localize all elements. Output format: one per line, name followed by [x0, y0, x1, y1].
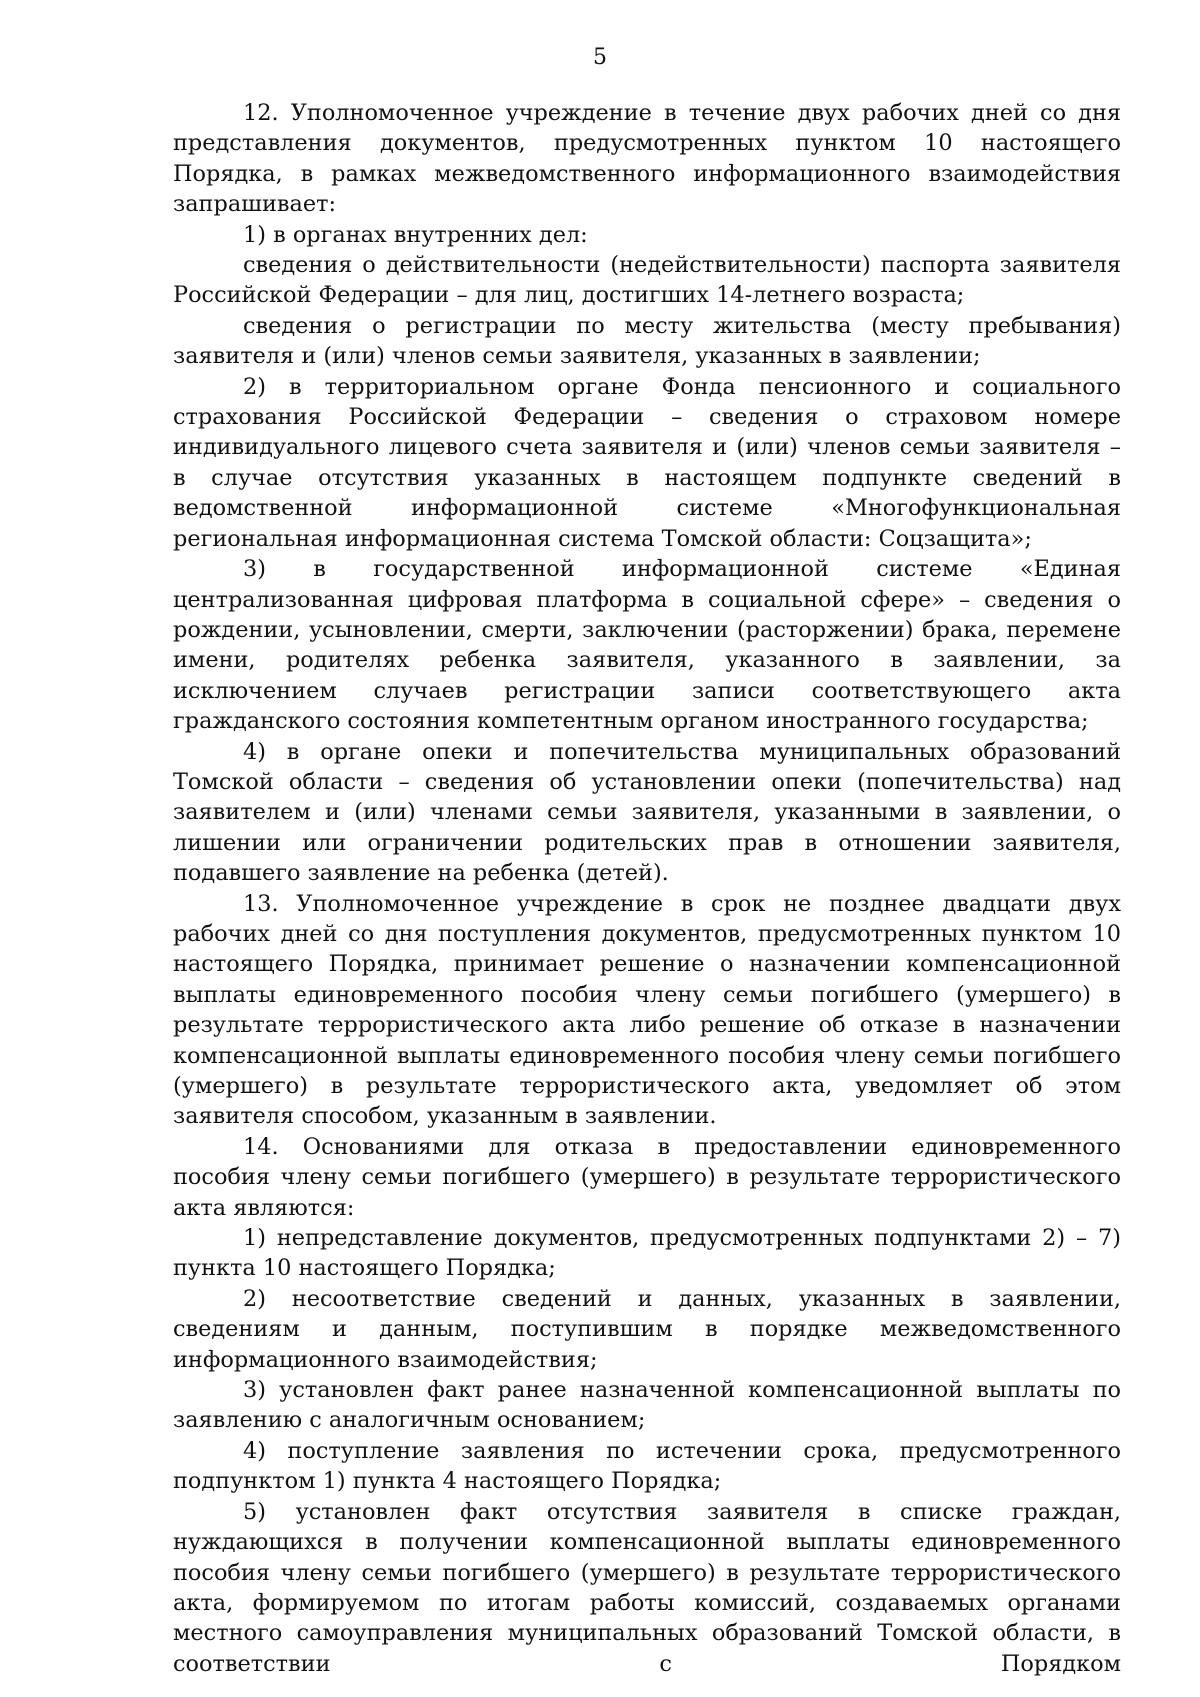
- paragraph-14-intro: 14. Основаниями для отказа в предоставлении единовременного пособия члену семьи погибшего (умершего) в результате террористического акта являются:: [173, 1133, 1121, 1221]
- paragraph-12-item-4: 4) в органе опеки и попечительства муниципальных образований Томской области – сведения об установлении опеки (попечительства) над заявителем и (или) членами семьи заявителя, указанными в заявлении, о лишении или ограничении родительских прав в отношении заявителя, подавшего заявление на ребенка (детей).: [173, 738, 1121, 887]
- page-number: 5: [593, 45, 607, 70]
- paragraph-14-item-4: 4) поступление заявления по истечении срока, предусмотренного подпунктом 1) пункта 4 настоящего Порядка;: [173, 1437, 1121, 1495]
- paragraph-14-item-1: 1) непредставление документов, предусмотренных подпунктами 2) – 7) пункта 10 настоящего Порядка;: [173, 1225, 1121, 1282]
- paragraph-14-item-3: 3) установлен факт ранее назначенной компенсационной выплаты по заявлению с аналогичным основанием;: [173, 1377, 1121, 1434]
- paragraph-14-item-5: 5) установлен факт отсутствия заявителя в списке граждан, нуждающихся в получении компенсационной выплаты единовременного пособия члену семьи погибшего (умершего) в результате террористического акта, формируемом по итогам работы комиссий, создаваемых органами местного самоуправления муниципальных образований Томской области, в соответствии с Порядком: [173, 1498, 1121, 1677]
- paragraph-12-item-1-registration: сведения о регистрации по месту жительства (месту пребывания) заявителя и (или) членов семьи заявителя, указанных в заявлении;: [173, 312, 1121, 370]
- document-body: [173, 98, 1121, 1679]
- paragraph-12-item-3: 3) в государственной информационной системе «Единая централизованная цифровая платформа в социальной сфере» – сведения о рождении, усыновлении, смерти, заключении (расторжении) брака, перемене имени, родителях ребенка заявителя, указанного в заявлении, за исключением случаев регистрации записи соответствующего акта гражданского состояния компетентным органом иностранного государства;: [173, 556, 1121, 735]
- paragraph-12-intro: 12. Уполномоченное учреждение в течение двух рабочих дней со дня представления документов, предусмотренных пунктом 10 настоящего Порядка, в рамках межведомственного информационного взаимодействия запрашивает:: [173, 100, 1121, 218]
- paragraph-14-item-2: 2) несоответствие сведений и данных, указанных в заявлении, сведениям и данным, поступившим в порядке межведомственного информационного взаимодействия;: [173, 1285, 1121, 1373]
- paragraph-12-item-2: 2) в территориальном органе Фонда пенсионного и социального страхования Российской Федерации – сведения о страховом номере индивидуального лицевого счета заявителя и (или) членов семьи заявителя – в случае отсутствия указанных в настоящем подпункте сведений в ведомственной информационной системе «Многофункциональная региональная информационная система Томской области: Соцзащита»;: [173, 373, 1121, 552]
- paragraph-13: 13. Уполномоченное учреждение в срок не позднее двадцати двух рабочих дней со дня поступления документов, предусмотренных пунктом 10 настоящего Порядка, принимает решение о назначении компенсационной выплаты единовременного пособия члену семьи погибшего (умершего) в результате террористического акта либо решение об отказе в назначении компенсационной выплаты единовременного пособия члену семьи погибшего (умершего) в результате террористического акта, уведомляет об этом заявителя способом, указанным в заявлении.: [173, 890, 1121, 1130]
- paragraph-12-item-1-passport: сведения о действительности (недействительности) паспорта заявителя Российской Федерации – для лиц, достигших 14-летнего возраста;: [173, 252, 1121, 309]
- paragraph-12-item-1: 1) в органах внутренних дел:: [243, 221, 588, 248]
